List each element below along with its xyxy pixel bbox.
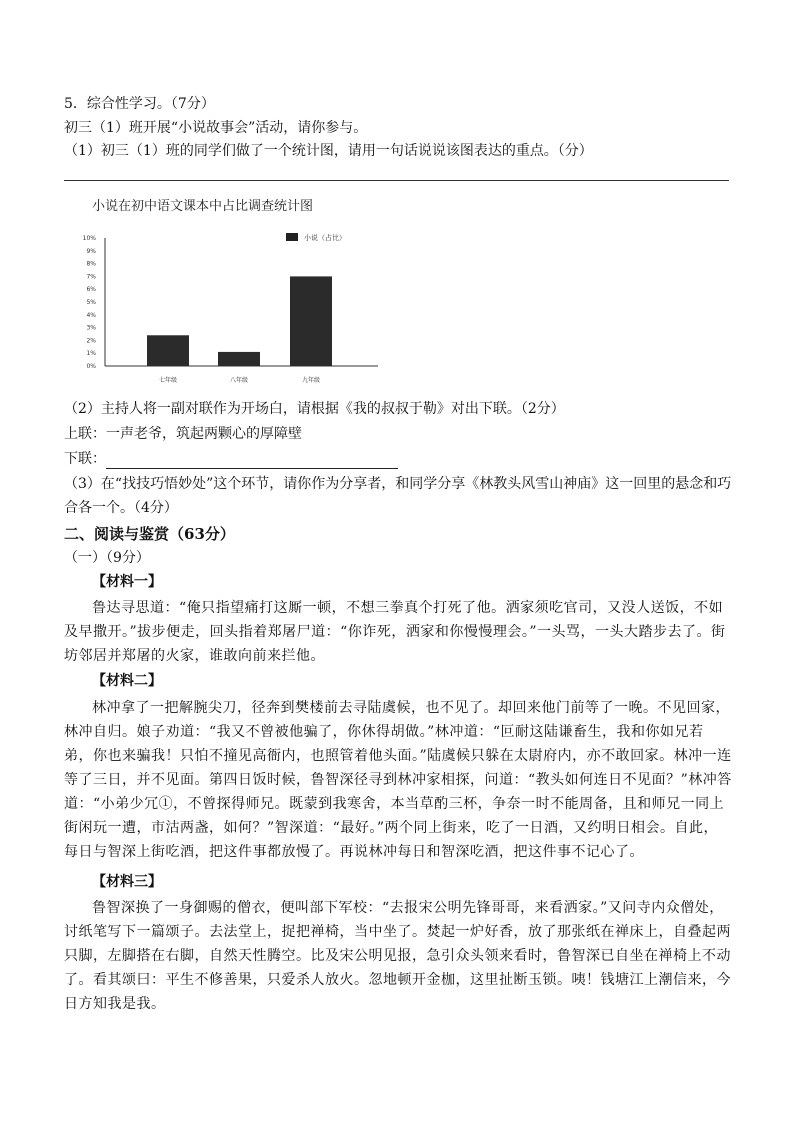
bar bbox=[147, 335, 189, 366]
chart-title: 小说在初中语文课本中占比调查统计图 bbox=[92, 199, 314, 214]
upper-couplet: 上联：一声老爷，筑起两颗心的厚障壁 bbox=[64, 426, 302, 442]
material-3-text: 鲁智深换了一身御赐的僧衣，便叫部下军校：“去报宋公明先锋哥哥，来看洒家。”又问寺内众僧处，讨纸笔写下一篇颂子。去法堂上，捉把禅椅，当中坐了。焚起一炉好香，放了那张纸在禅床上，自叠起两只脚，左脚搭在右脚，自然天性腾空。比及宋公明见报，急引众头领来看时，鲁智深已自坐在禅椅上不动了。看其颂曰：平生不修善果，只爱杀人放火。忽地顿开金枷，这里扯断玉锁。咦！钱塘江上潮信来，今日方知我是我。 bbox=[64, 900, 731, 1012]
question-5-sub2: （2）主持人将一副对联作为开场白，请根据《我的叔叔于勒》对出下联。（2分） bbox=[64, 401, 565, 417]
chart-svg bbox=[78, 192, 408, 392]
lower-couplet bbox=[64, 449, 398, 469]
chart-marks bbox=[83, 235, 332, 384]
material-3-label: 【材料三】 bbox=[92, 874, 162, 890]
material-1-text: 鲁达寻思道：“俺只指望痛打这厮一顿，不想三拳真个打死了他。洒家须吃官司，又没人送饭，不如及早撒开。”拔步便走，回头指着郑屠尸道：“你诈死，洒家和你慢慢理会。”一头骂，一头大踏步去了。街坊邻居并郑屠的火家，谁敢向前来拦他。 bbox=[64, 600, 726, 664]
x-tick-label: 八年级 bbox=[229, 377, 249, 384]
bar-chart bbox=[78, 192, 408, 392]
question-5-intro: 初三（1）班开展“小说故事会”活动，请你参与。 bbox=[64, 120, 368, 136]
question-5-sub3: （3）在“找技巧悟妙处”这个环节，请你作为分享者，和同学分享《林教头风雪山神庙》这一回里的悬念和巧合各一个。（4分） bbox=[64, 476, 732, 516]
y-tick-label: 7% bbox=[86, 273, 96, 281]
y-tick-label: 6% bbox=[86, 286, 96, 294]
legend-swatch bbox=[286, 233, 298, 241]
material-2-label: 【材料二】 bbox=[92, 673, 162, 689]
divider bbox=[64, 180, 729, 181]
question-5-title: 5．综合性学习。（7分） bbox=[64, 96, 215, 112]
x-tick-label: 七年级 bbox=[158, 377, 178, 384]
lower-couplet-label: 下联： bbox=[64, 451, 106, 467]
material-2-text: 林冲拿了一把解腕尖刀，径奔到樊楼前去寻陆虞候，也不见了。却回来他门前等了一晚。不见回家，林冲自归。娘子劝道：“我又不曾被他骗了，你休得胡做。”林冲道：“叵耐这陆谦畜生，我和你如兄若弟，你也来骗我！只怕不撞见高衙内，也照管着他头面。”陆虞候只躲在太尉府内，亦不敢回家。林冲一连等了三日，并不见面。第四日饭时候，鲁智深径寻到林冲家相探，问道：“教头如何连日不见面？”林冲答道：“小弟少冗①，不曾探得师兄。既蒙到我寒舍，本当草酌三杯，争奈一时不能周备，且和师兄一同上街闲玩一遭，市沽两盏，如何？”智深道：“最好。”两个同上街来，吃了一日酒，又约明日相会。自此，每日与智深上街吃酒，把这件事都放慢了。再说林冲每日和智深吃酒，把这件事不记心了。 bbox=[64, 700, 732, 860]
section-2-title: 二、阅读与鉴赏（63分） bbox=[64, 525, 235, 543]
bar bbox=[290, 276, 332, 366]
y-tick-label: 4% bbox=[86, 311, 96, 319]
question-5-sub1: （1）初三（1）班的同学们做了一个统计图，请用一句话说说该图表达的重点。（分） bbox=[64, 143, 593, 159]
y-tick-label: 9% bbox=[86, 247, 96, 255]
y-tick-label: 2% bbox=[86, 337, 96, 345]
y-tick-label: 1% bbox=[86, 350, 96, 358]
bar bbox=[218, 352, 260, 366]
answer-blank[interactable] bbox=[106, 454, 398, 469]
y-tick-label: 10% bbox=[82, 235, 96, 242]
y-tick-label: 3% bbox=[86, 324, 96, 332]
y-tick-label: 0% bbox=[86, 363, 96, 370]
x-tick-label: 九年级 bbox=[301, 377, 321, 384]
y-tick-label: 5% bbox=[86, 299, 96, 306]
material-1-label: 【材料一】 bbox=[92, 574, 162, 590]
part-1-label: （一）（9分） bbox=[64, 550, 150, 566]
y-tick-label: 8% bbox=[86, 260, 96, 268]
legend-label: 小说（占比） bbox=[304, 234, 346, 242]
